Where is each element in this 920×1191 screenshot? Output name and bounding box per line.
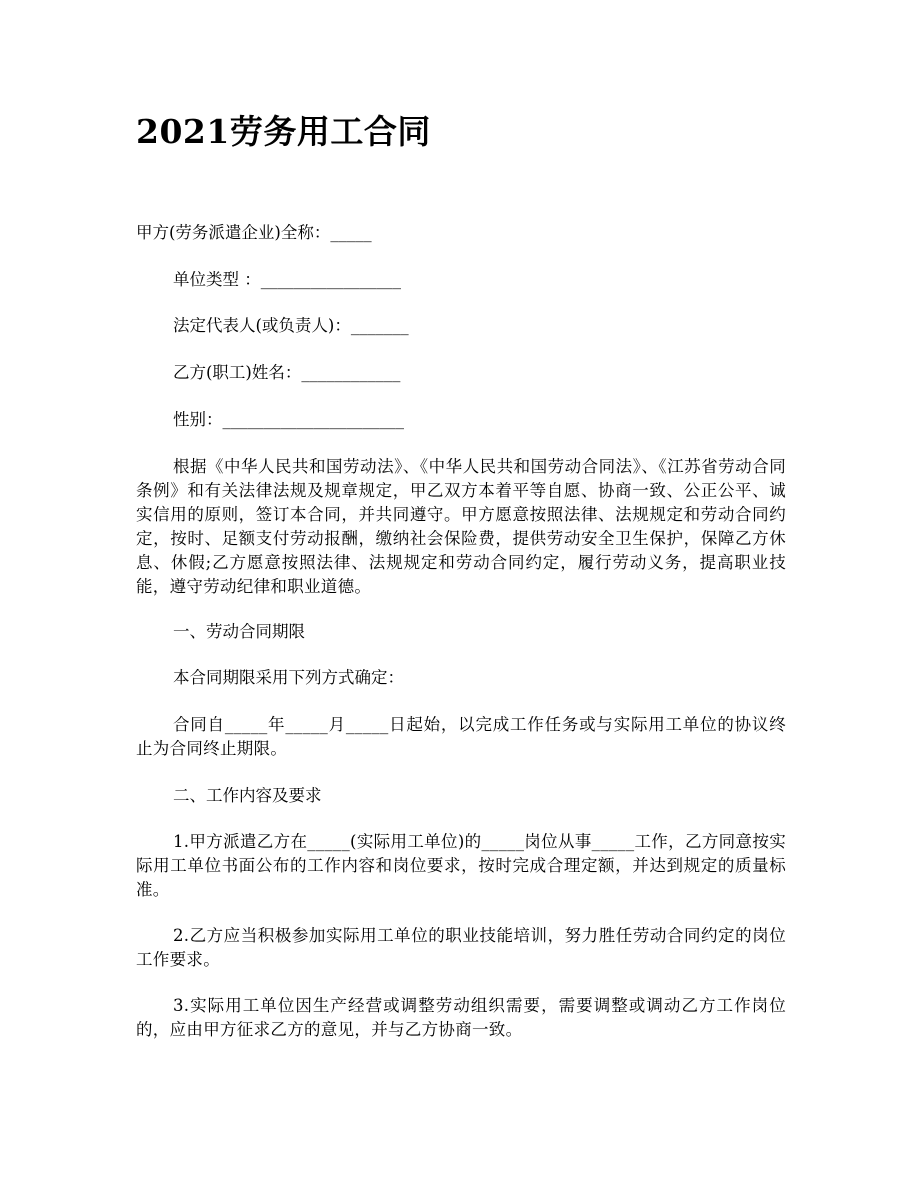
field-party-b: 乙方(职工)姓名：____________ xyxy=(173,363,401,382)
document-title: 2021劳务用工合同 xyxy=(136,112,431,151)
field-gender: 性别：______________________ xyxy=(173,410,404,429)
section-1-heading: 一、劳动合同期限 xyxy=(173,622,305,641)
section-1-intro: 本合同期限采用下列方式确定： xyxy=(173,668,404,687)
field-legal-representative: 法定代表人(或负责人)：_______ xyxy=(173,316,409,335)
preamble-paragraph: 根据《中华人民共和国劳动法》、《中华人民共和国劳动合同法》、《江苏省劳动合同条例》和有关法律法规及规章规定，甲乙双方本着平等自愿、协商一致、公正公平、诚实信用的原则，签订本合同，并共同遵守。甲方愿意按照法律、法规规定和劳动合同约定，按时、足额支付劳动报酬，缴纳社会保险费，提供劳动安全卫生保护，保障乙方休息、休假;乙方愿意按照法律、法规规定和劳动合同约定，履行劳动义务，提高职业技能，遵守劳动纪律和职业道德。 xyxy=(136,457,786,596)
field-unit-type: 单位类型 ：_________________ xyxy=(173,270,401,289)
field-party-a: 甲方(劳务派遣企业)全称：_____ xyxy=(136,223,372,242)
section-2-heading: 二、工作内容及要求 xyxy=(173,786,322,805)
section-2-item-1: 1.甲方派遣乙方在_____(实际用工单位)的_____岗位从事_____工作，乙方同意按实际用工单位书面公布的工作内容和岗位要求，按时完成合理定额，并达到规定的质量标准。 xyxy=(136,832,786,899)
section-2-item-2: 2.乙方应当积极参加实际用工单位的职业技能培训，努力胜任劳动合同约定的岗位工作要求。 xyxy=(136,926,786,969)
section-1-term-paragraph: 合同自_____年_____月_____日起始，以完成工作任务或与实际用工单位的协议终止为合同终止期限。 xyxy=(136,715,786,758)
section-2-item-3: 3.实际用工单位因生产经营或调整劳动组织需要，需要调整或调动乙方工作岗位的，应由甲方征求乙方的意见，并与乙方协商一致。 xyxy=(136,996,786,1039)
